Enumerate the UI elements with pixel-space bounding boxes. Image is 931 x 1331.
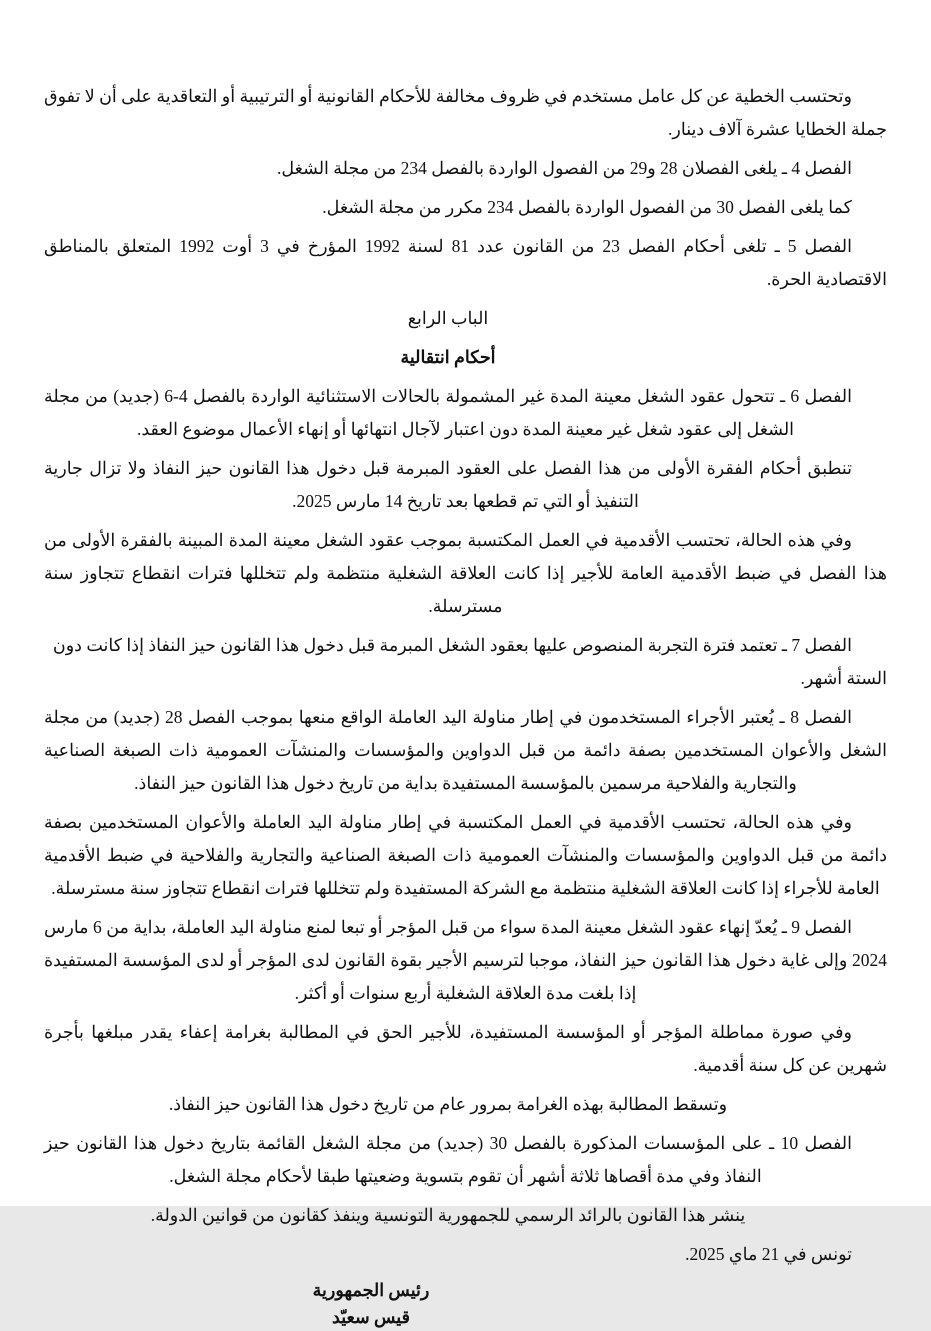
- chapter-heading: الباب الرابع: [407, 308, 489, 328]
- signature-block: [251, 1277, 491, 1331]
- article-4-paragraph: الفصل 4 ـ يلغى الفصلان 28 و29 من الفصول الواردة بالفصل 234 من مجلة الشغل.: [277, 158, 852, 178]
- article-6-para-3: وفي هذه الحالة، تحتسب الأقدمية في العمل المكتسبة بموجب عقود الشغل معينة المدة المبينة بالفقرة الأولى من هذا الفصل في ضبط الأقدمية العامة للأجير إذا كانت العلاقة الشغلية منتظمة ولم تتخللها فترات انقطاع تتجاوز سنة مسترسلة.: [44, 530, 887, 616]
- article-7-paragraph: الفصل 7 ـ تعتمد فترة التجربة المنصوص عليها بعقود الشغل المبرمة قبل دخول هذا القانون حيز النفاذ إذا كانت دون الستة أشهر.: [52, 635, 887, 688]
- article-9-para-2: وفي صورة مماطلة المؤجر أو المؤسسة المستفيدة، للأجير الحق في المطالبة بغرامة إعفاء يقدر مبلغها بأجرة شهرين عن كل سنة أقدمية.: [44, 1022, 887, 1075]
- article-5-paragraph: الفصل 5 ـ تلغى أحكام الفصل 23 من القانون عدد 81 لسنة 1992 المؤرخ في 3 أوت 1992 المتعلق بالمناطق الاقتصادية الحرة.: [44, 236, 887, 289]
- signature-title: رئيس الجمهورية: [312, 1280, 430, 1300]
- section-heading: أحكام انتقالية: [400, 347, 496, 367]
- law-text: [44, 80, 887, 1331]
- publication-clause: ينشر هذا القانون بالرائد الرسمي للجمهورية التونسية وينفذ كقانون من قوانين الدولة.: [150, 1205, 746, 1225]
- article-8-para-2: وفي هذه الحالة، تحتسب الأقدمية في العمل المكتسبة في إطار مناولة اليد العاملة والأعوان المستخدمين بصفة دائمة من قبل الدواوين والمؤسسات والمنشآت العمومية ذات الصبغة الصناعية والتجارية والفلاحية في ضبط الأقدمية العامة للأجراء إذا كانت العلاقة الشغلية منتظمة مع الشركة المستفيدة ولم تتخللها فترات انقطاع تتجاوز سنة مسترسلة.: [44, 812, 887, 898]
- article-4-continuation: كما يلغى الفصل 30 من الفصول الواردة بالفصل 234 مكرر من مجلة الشغل.: [322, 197, 852, 217]
- article-9-paragraph: الفصل 9 ـ يُعدّ إنهاء عقود الشغل معينة المدة سواء من قبل المؤجر أو تبعا لمنع مناولة اليد العاملة، بداية من 6 مارس 2024 وإلى غاية دخول هذا القانون حيز النفاذ، موجبا لترسيم الأجير بقوة القانون لدى المؤجر أو لدى المؤسسة المستفيدة إذا بلغت مدة العلاقة الشغلية أربع سنوات أو أكثر.: [44, 917, 887, 1003]
- article-9-para-3: وتسقط المطالبة بهذه الغرامة بمرور عام من تاريخ دخول هذا القانون حيز النفاذ.: [168, 1094, 728, 1114]
- date-line: تونس في 21 ماي 2025.: [685, 1244, 852, 1264]
- article-6-paragraph: الفصل 6 ـ تتحول عقود الشغل معينة المدة غير المشمولة بالحالات الاستثنائية الواردة بالفصل 4-6 (جديد) من مجلة الشغل إلى عقود شغل غير معينة المدة دون اعتبار لآجال انتهائها أو إنهاء الأعمال موضوع العقد.: [44, 386, 852, 439]
- intro-paragraph: وتحتسب الخطية عن كل عامل مستخدم في ظروف مخالفة للأحكام القانونية أو الترتيبية أو التعاقدية على أن لا تفوق جملة الخطايا عشرة آلاف دينار.: [44, 86, 887, 139]
- article-10-paragraph: الفصل 10 ـ على المؤسسات المذكورة بالفصل 30 (جديد) من مجلة الشغل القائمة بتاريخ دخول هذا القانون حيز النفاذ وفي مدة أقصاها ثلاثة أشهر أن تقوم بتسوية وضعيتها طبقا لأحكام مجلة الشغل.: [44, 1133, 853, 1186]
- article-6-para-2: تنطبق أحكام الفقرة الأولى من هذا الفصل على العقود المبرمة قبل دخول هذا القانون حيز النفاذ ولا تزال جارية التنفيذ أو التي تم قطعها بعد تاريخ 14 مارس 2025.: [44, 458, 852, 511]
- signature-name: قيس سعيّد: [332, 1307, 410, 1327]
- article-8-paragraph: الفصل 8 ـ يُعتبر الأجراء المستخدمون في إطار مناولة اليد العاملة الواقع منعها بموجب الفصل 28 (جديد) من مجلة الشغل والأعوان المستخدمين بصفة دائمة من قبل الدواوين والمؤسسات والمنشآت العمومية ذات الصبغة الصناعية والتجارية والفلاحية مرسمين بالمؤسسة المستفيدة بداية من تاريخ دخول هذا القانون حيز النفاذ.: [44, 707, 887, 793]
